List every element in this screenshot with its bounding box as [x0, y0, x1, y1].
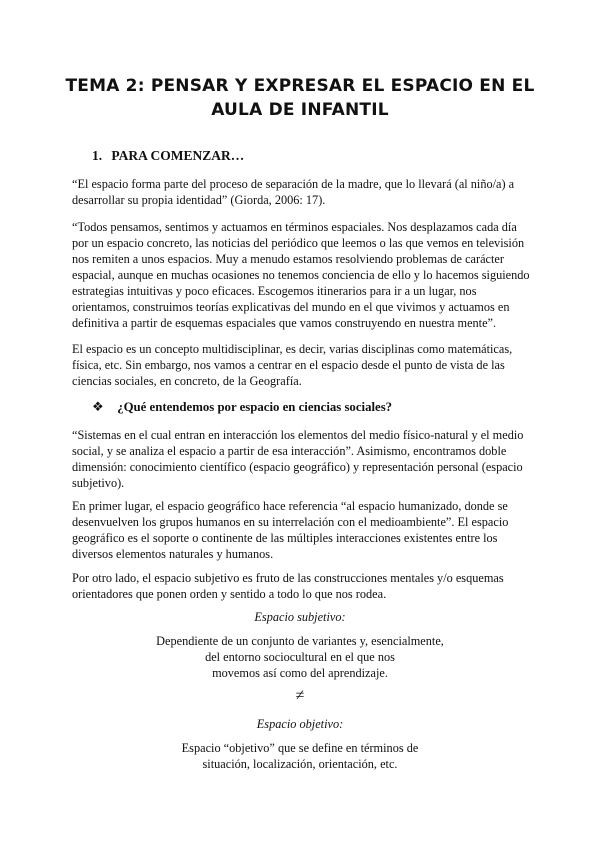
text-line: Por otro lado, el espacio subjetivo es fruto de las construcciones mentales y/o esquemas: [72, 571, 504, 585]
text-line: “El espacio forma parte del proceso de separación de la madre, que lo llevará (al niño/a) a: [72, 177, 515, 191]
text-line: “Todos pensamos, sentimos y actuamos en términos espaciales. Nos desplazamos cada día: [72, 220, 517, 234]
paragraph-geographic-space: [72, 498, 530, 562]
text-line: “Sistemas en el cual entran en interacción los elementos del medio físico-natural y el medio: [72, 428, 524, 442]
text-line: orientadores que ponen orden y sentido a todo lo que nos rodea.: [72, 587, 387, 601]
subjective-definition: [60, 633, 540, 681]
text-line: En primer lugar, el espacio geográfico hace referencia “al espacio humanizado, donde se: [72, 499, 508, 513]
text-line: desenvuelven los grupos humanos en su interrelación con el medioambiente”. El espacio: [72, 515, 509, 529]
paragraph-subjective-space: [72, 570, 530, 602]
text-line: orientamos, construimos teorías explicativas del mundo en el que vivimos y actuamos en: [72, 300, 510, 314]
objective-label: Espacio objetivo:: [256, 717, 344, 731]
text-line: del entorno sociocultural en el que nos: [205, 650, 395, 664]
paragraph-quote-giorda: [72, 176, 530, 208]
text-line: ciencias sociales, en concreto, de la Geografía.: [72, 374, 302, 388]
text-line: nos remiten a unos espacios. Muy a menudo estamos resolviendo problemas de carácter: [72, 252, 504, 266]
text-line: definitiva a partir de esquemas espaciales que vamos construyendo en nuestra mente”.: [72, 316, 497, 330]
subjective-label: Espacio subjetivo:: [254, 610, 346, 624]
text-line: desarrollar su propia identidad” (Giorda, 2006: 17).: [72, 193, 326, 207]
title-line: AULA DE INFANTIL: [211, 100, 389, 120]
section-title: PARA COMENZAR…: [111, 148, 245, 163]
not-equal-symbol: ≠: [295, 687, 305, 704]
subsection-heading: [92, 400, 392, 415]
text-line: movemos así como del aprendizaje.: [212, 666, 388, 680]
subsection-title: ¿Qué entendemos por espacio en ciencias sociales?: [117, 400, 393, 414]
objective-definition: [60, 740, 540, 772]
text-line: por un espacio concreto, las noticias del periódico que leemos o las que vemos en televisión: [72, 236, 525, 250]
paragraph-multidisciplinary: [72, 341, 530, 389]
diamond-bullet-icon: ❖: [92, 400, 104, 414]
text-line: dimensión: conocimiento científico (espacio geográfico) y representación personal (espacio: [72, 460, 523, 474]
text-line: situación, localización, orientación, etc.: [202, 757, 398, 771]
text-line: física, etc. Sin embargo, nos vamos a centrar en el espacio desde el punto de vista de las: [72, 358, 505, 372]
text-line: Espacio “objetivo” que se define en términos de: [181, 741, 419, 755]
text-line: espacial, aunque en muchas ocasiones no tenemos conciencia de ello y lo hacemos siguiendo: [72, 268, 530, 282]
section-heading: [92, 148, 244, 164]
section-number: 1.: [92, 148, 103, 163]
page-title: [60, 74, 540, 122]
text-line: diversos elementos naturales y humanos.: [72, 547, 274, 561]
text-line: Dependiente de un conjunto de variantes y, esencialmente,: [156, 634, 444, 648]
text-line: geográfico es el soporte o continente de las múltiples interacciones existentes entre los: [72, 531, 498, 545]
text-line: subjetivo).: [72, 476, 125, 490]
paragraph-quote-spatial: [72, 219, 530, 331]
paragraph-systems: [72, 427, 530, 491]
text-line: El espacio es un concepto multidisciplinar, es decir, varias disciplinas como matemáticas,: [72, 342, 513, 356]
title-line: TEMA 2: PENSAR Y EXPRESAR EL ESPACIO EN EL: [65, 76, 535, 96]
text-line: estrategias intuitivas y poco eficaces. Escogemos itinerarios para ir a un lugar, nos: [72, 284, 477, 298]
text-line: social, y se analiza el espacio a partir de esa interacción”. Asimismo, encontramos doble: [72, 444, 507, 458]
